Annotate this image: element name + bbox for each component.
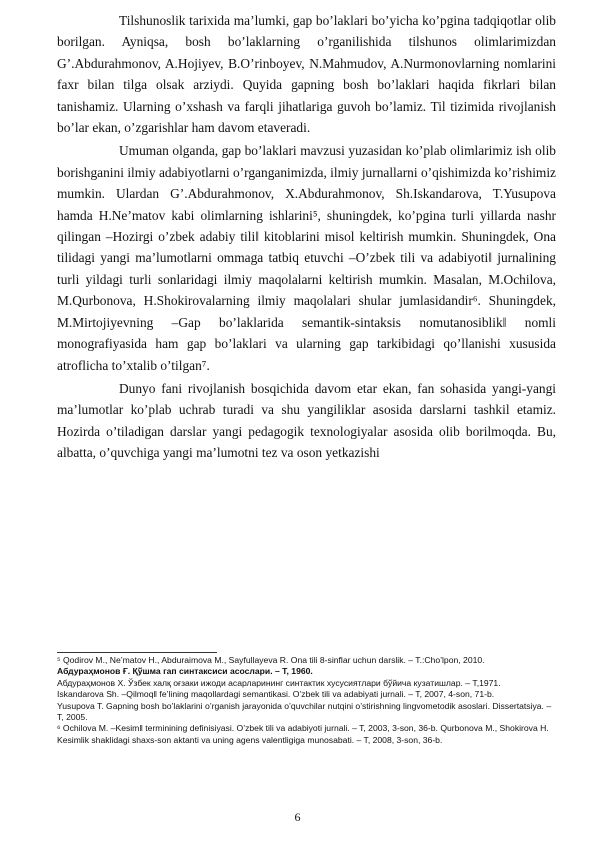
footnote-6: ⁶ Ochilova M. –Kesim‖ terminining definisiyasi. O’zbek tili va adabiyoti jurnali. – T, 2003, 3-son, 36-b. Qurbonova M., Shokirova H. Kesimlik shaklidagi shaxs-son aktanti va uning agens valentligiga munosabati. – T, 2008, 3-son, 36-b. — [57, 723, 549, 745]
footnote-abdurahmonov-g: Абдураҳмонов Ғ. Қўшма гап синтаксиси асослари. – Т, 1960. — [57, 666, 313, 677]
footnote-separator — [57, 652, 217, 653]
footnotes — [57, 655, 556, 746]
footnote-abdurahmonov-x: Абдураҳмонов Х. Ўзбек халқ оғзаки ижоди асарларининг синтактик хусусиятлари бўйича кузатишлар. – Т,1971. — [57, 677, 501, 688]
paragraph-3: Dunyo fani rivojlanish bosqichida davom etar ekan, fan sohasida yangi-yangi ma’lumotlar ko’plab uchrab turadi va shu yangiliklar asosida darslarni tashkil etamiz. Hozirda o’tiladigan darslar yangi pedagogik texnologiyalar asosida olib borilmoqda. Bu, albatta, o’quvchiga yangi ma’lumotni tez va oson yetkazishi — [57, 380, 556, 461]
footnote-5: ⁵ Qodirov M., Ne’matov H., Abduraimova M., Sayfullayeva R. Ona tili 8-sinflar uchun darslik. – T.:Cho’lpon, 2010. — [57, 655, 485, 665]
footnote-yusupova: Yusupova T. Gapning bosh bo’laklarini o’rganish jarayonida o’quvchilar nutqini o’stirishning lingvometodik asoslari. Dissertatsiya. – T, 2005. — [57, 700, 552, 723]
paragraph-2: Umuman olganda, gap bo’laklari mavzusi yuzasidan ko’plab olimlarimiz ish olib borishganini ilmiy adabiyotlarni o’rganganimizda, ilmiy jurnallarni o’qishimizda ko’rishimiz mumkin. Ulardan G’.Abdurahmonov, X.Abdurahmonov, Sh.Iskandarova, T.Yusupova hamda H.Ne’matov kabi olimlarning ishlarini⁵, shuningdek, ko’pgina turli yillarda nashr qilingan –Hozirgi o’zbek adabiy tili‖ kitoblarini misol keltirish mumkin. Shuningdek, Ona tilidagi yangi ma’lumotlarni ommaga tatbiq etuvchi –O’zbek tili va adabiyoti‖ jurnalining turli yildagi turli sonlaridagi ilmiy maqolalarni keltirish mumkin. Masalan, M.Ochilova, M.Qurbonova, H.Shokirovalarning ilmiy maqolalari shular jumlasidandir⁶. Shuningdek, M.Mirtojiyevning –Gap bo’laklarida semantik-sintaksis nomutanosiblik‖ nomli monografiyasida ham gap bo’laklari va ularning gap tarkibidagi qo’llanishi xususida atroflicha to’xtalib o’tilgan⁷. — [57, 143, 556, 373]
body-text — [57, 10, 556, 464]
page-number: 6 — [294, 810, 301, 824]
paragraph-1: Tilshunoslik tarixida ma’lumki, gap bo’laklari bo’yicha ko’pgina tadqiqotlar olib borilgan. Ayniqsa, bosh bo’laklarning o’rganilishida tilshunos olimlarimizdan G’.Abdurahmonov, A.Hojiyev, B.O’rinboyev, N.Mahmudov, A.Nurmonovlarning nomlarini faxr bilan tilga olsak arziydi. Quyida gapning bosh bo’laklari haqida fikrlari bilan tanishamiz. Ularning o’xshash va farqli jihatlariga guvoh bo’lamiz. Til tizimida rivojlanish bo’lar ekan, o’zgarishlar ham davom etaveradi. — [57, 13, 556, 136]
footnote-iskandarova: Iskandarova Sh. –Qilmoq‖ fe’lining maqollardagi semantikasi. O’zbek tili va adabiyati jurnali. – T, 2007, 4-son, 71-b. — [57, 689, 495, 700]
